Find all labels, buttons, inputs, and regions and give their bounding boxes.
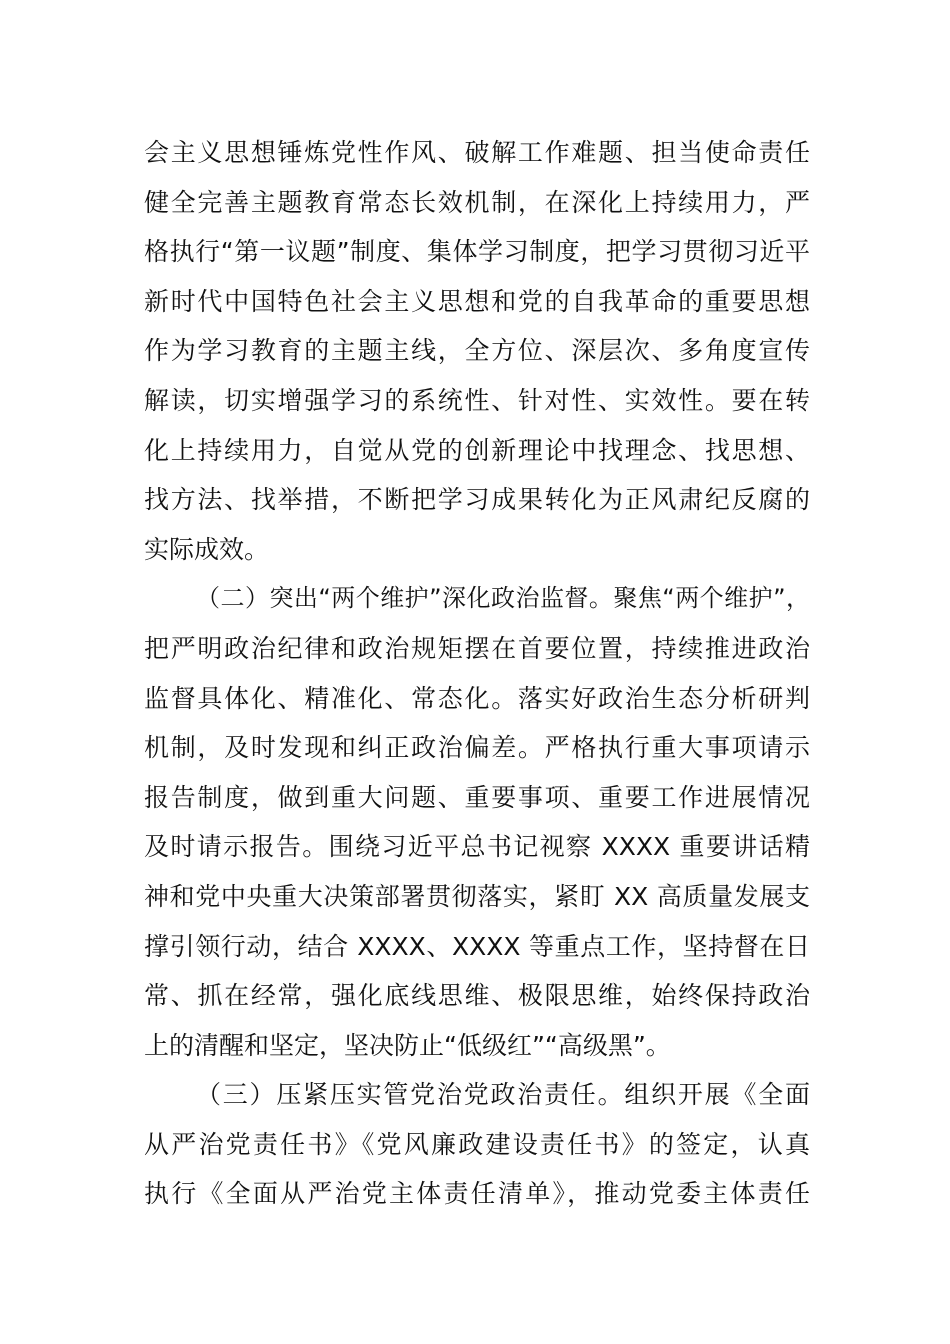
text-line: 神和党中央重大决策部署贯彻落实，紧盯 XX 高质量发展支: [144, 881, 810, 911]
text-line: 格执行“第一议题”制度、集体学习制度，把学习贯彻习近平: [144, 237, 810, 267]
text-line: 上的清醒和坚定，坚决防止“低级红”“高级黑”。: [144, 1030, 671, 1060]
text-line: 报告制度，做到重大问题、重要事项、重要工作进展情况: [144, 782, 810, 812]
text-line: 机制，及时发现和纠正政治偏差。严格执行重大事项请示: [144, 733, 810, 763]
text-line: 及时请示报告。围绕习近平总书记视察 XXXX 重要讲话精: [144, 832, 810, 862]
text-line: 会主义思想锤炼党性作风、破解工作难题、担当使命责任: [144, 138, 810, 167]
text-line: 从严治党责任书》《党风廉政建设责任书》的签定，认真: [144, 1129, 810, 1159]
text-line: 常、抓在经常，强化底线思维、极限思维，始终保持政治: [144, 981, 810, 1011]
text-line: 化上持续用力，自觉从党的创新理论中找理念、找思想、: [144, 435, 810, 465]
text-line: 执行《全面从严治党主体责任清单》，推动党委主体责任: [144, 1179, 810, 1209]
text-line: 解读，切实增强学习的系统性、针对性、实效性。要在转: [144, 385, 810, 415]
section-heading-line: （二）突出“两个维护”深化政治监督。聚焦“两个维护”，: [196, 584, 810, 613]
text-line: 把严明政治纪律和政治规矩摆在首要位置，持续推进政治: [144, 633, 810, 663]
text-line: 健全完善主题教育常态长效机制，在深化上持续用力，严: [144, 187, 810, 217]
text-line: 作为学习教育的主题主线，全方位、深层次、多角度宣传: [144, 336, 810, 366]
text-line: 实际成效。: [144, 534, 270, 564]
section-heading-line: （三）压紧压实管党治党政治责任。组织开展《全面: [196, 1080, 810, 1110]
body-text: [144, 128, 810, 1219]
text-line: 新时代中国特色社会主义思想和党的自我革命的重要思想: [144, 286, 810, 316]
text-line: 撑引领行动，结合 XXXX、XXXX 等重点工作，坚持督在日: [144, 931, 810, 961]
text-line: 监督具体化、精准化、常态化。落实好政治生态分析研判: [144, 683, 810, 713]
text-line: 找方法、找举措，不断把学习成果转化为正风肃纪反腐的: [144, 485, 810, 515]
